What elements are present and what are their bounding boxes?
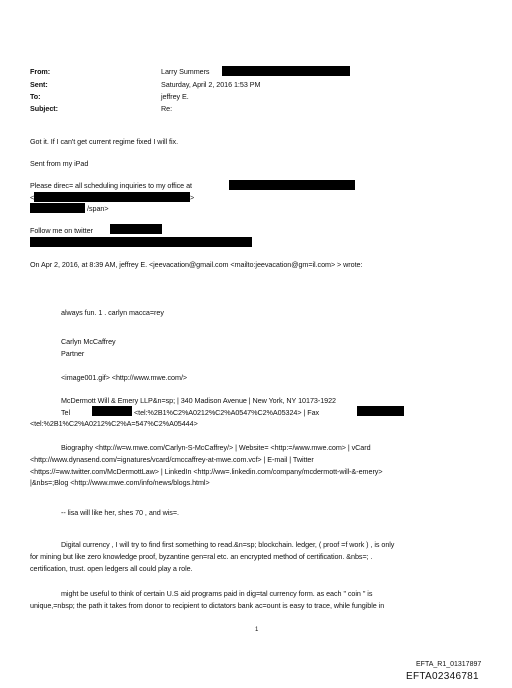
bates-number-1: EFTA_R1_01317897 xyxy=(416,661,482,668)
sent-label: Sent: xyxy=(30,80,48,89)
quoted-line: always fun. 1 . carlyn macca=rey xyxy=(61,308,164,317)
quoted-line: for mining but like zero knowledge proof, byzantine gen=ral etc. an encrypted method of certification. &nbs=; . xyxy=(30,552,373,561)
quoted-line: <tel:%2B1%C2%A0212%C2%A0547%C2%A05324> | Fax xyxy=(134,408,320,417)
body-line-2: Sent from my iPad xyxy=(30,159,89,168)
body-line-6: Follow me on twitter xyxy=(30,226,93,235)
page-number: 1 xyxy=(255,627,259,633)
redaction-fax xyxy=(357,406,404,416)
redaction-link-2 xyxy=(30,203,85,213)
quoted-line: might be useful to think of certain U.S aid programs paid in dig=tal currency form. as each " coin " is xyxy=(61,589,373,598)
from-label: From: xyxy=(30,67,51,76)
quoted-line: Tel xyxy=(61,408,71,417)
quoted-line: -- lisa will like her, shes 70 , and wis=. xyxy=(61,508,179,517)
quoted-line: unique,=nbsp; the path it takes from donor to recipient to dictators bank ac=ount is easy to trace, while fungible in xyxy=(30,601,385,610)
subject-label: Subject: xyxy=(30,104,58,113)
from-value: Larry Summers xyxy=(161,67,210,76)
redaction-tel xyxy=(92,406,132,416)
quote-intro: On Apr 2, 2016, at 8:39 AM, jeffrey E. <jeevacation@gmail.com <mailto:jeevacation@gm=il.com> > wrote: xyxy=(30,260,363,269)
to-value: jeffrey E. xyxy=(161,92,189,101)
subject-value: Re: xyxy=(161,104,173,113)
quoted-line: <http://www.dynasend.com/=ignatures/vcard/cmccaffrey-at-mwe.com.vcf> | E-mail | Twitter xyxy=(30,455,314,464)
quoted-line: |&nbs=;Blog <http://www.mwe.com/info/news/blogs.html> xyxy=(30,478,210,487)
quoted-line: certification, trust. open ledgers all could play a role. xyxy=(30,564,193,573)
body-line-3: Please direc= all scheduling inquiries to my office at xyxy=(30,181,192,190)
quoted-line: <tel:%2B1%C2%A0212%C2%A=547%C2%A05444> xyxy=(30,419,198,428)
body-line-4-lt: < xyxy=(30,193,35,202)
quoted-line: Biography <http://w=w.mwe.com/Carlyn-S-McCaffrey/> | Website= <http:=/www.mwe.com> | vCard xyxy=(61,443,371,452)
quoted-line: <image001.gif> <http://www.mwe.com/> xyxy=(61,373,188,382)
quoted-line: Carlyn McCaffrey xyxy=(61,337,116,346)
sent-value: Saturday, April 2, 2016 1:53 PM xyxy=(161,80,261,89)
quoted-line: McDermott Will & Emery LLP&n=sp; | 340 Madison Avenue | New York, NY 10173-1922 xyxy=(61,396,336,405)
redaction-twitter xyxy=(110,224,162,234)
body-line-5: /span> xyxy=(87,204,109,213)
redaction-twitter-link xyxy=(30,237,252,247)
redaction-office-email xyxy=(229,180,355,190)
body-line-4-gt: > xyxy=(190,193,195,202)
to-label: To: xyxy=(30,92,41,101)
quoted-line: Digital currency , I will try to find first something to read.&n=sp; blockchain. ledger, ( proof =f work ) , is only xyxy=(61,540,395,549)
quoted-line: <https://=ww.twitter.com/McDermottLaw> | LinkedIn <http://ww=.linkedin.com/company/mcdermott-will-&-emery> xyxy=(30,467,383,476)
redaction-link-1 xyxy=(34,192,190,202)
redaction-from-email xyxy=(222,66,350,76)
quoted-line: Partner xyxy=(61,349,85,358)
bates-number-2: EFTA02346781 xyxy=(406,671,479,682)
body-line-1: Got it. If I can't get current regime fixed I will fix. xyxy=(30,137,179,146)
